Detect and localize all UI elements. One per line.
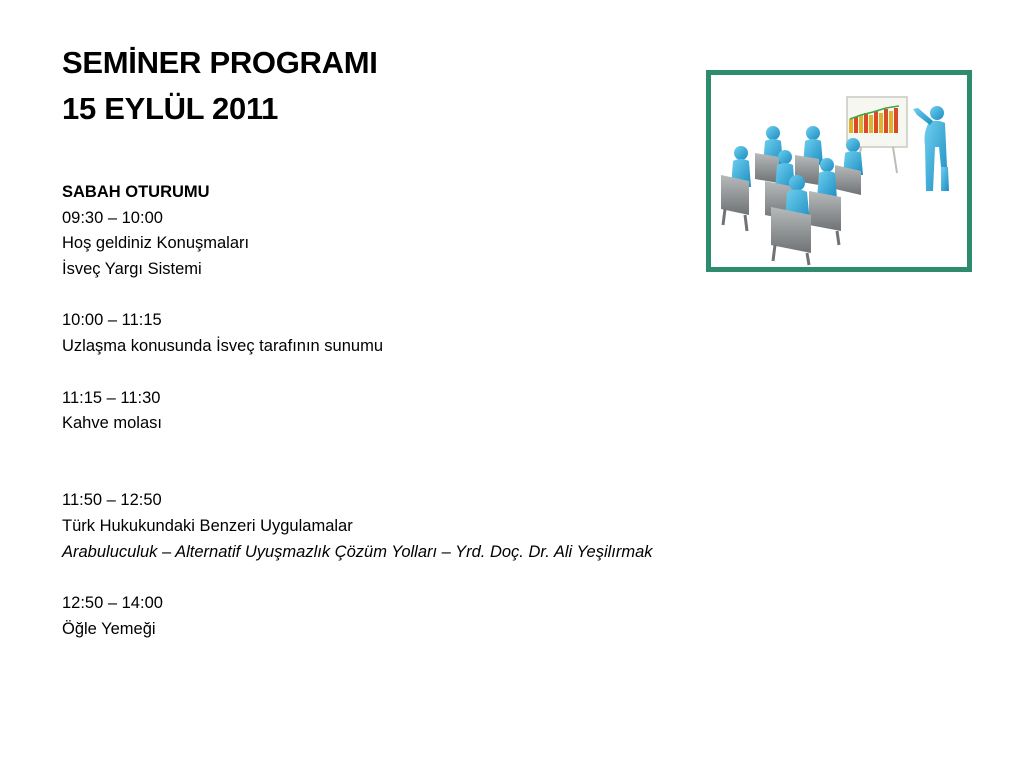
title-line-2: 15 EYLÜL 2011 [62,91,279,126]
program-list [62,180,653,642]
session-item: Türk Hukukundaki Benzeri Uygulamalar [62,516,353,535]
slide-title [62,40,378,132]
session-time: 11:50 – 12:50 [62,491,162,510]
session-item: İsveç Yargı Sistemi [62,260,202,279]
session-time: 09:30 – 10:00 [62,208,163,227]
session-item: Uzlaşma konusunda İsveç tarafının sunumu [62,337,384,356]
spacer [62,565,653,591]
session-5 [62,591,653,642]
session-1 [62,206,653,283]
session-item: Kahve molası [62,414,162,433]
session-item: Öğle Yemeği [62,619,156,638]
session-3 [62,386,653,437]
section-title: SABAH OTURUMU [62,183,210,201]
title-line-1: SEMİNER PROGRAMI [62,45,378,80]
presenter-figure [913,106,949,191]
session-speaker: Arabuluculuk – Alternatif Uyuşmazlık Çözüm Yolları – Yrd. Doç. Dr. Ali Yeşilırmak [62,542,653,561]
spacer [62,283,653,309]
session-time: 12:50 – 14:00 [62,594,163,613]
spacer [62,437,653,488]
session-time: 10:00 – 11:15 [62,311,162,330]
presentation-audience-icon [706,70,972,272]
spacer [62,360,653,386]
session-2 [62,308,653,359]
session-time: 11:15 – 11:30 [62,388,161,407]
session-4 [62,488,653,565]
session-item: Hoş geldiniz Konuşmaları [62,234,250,253]
